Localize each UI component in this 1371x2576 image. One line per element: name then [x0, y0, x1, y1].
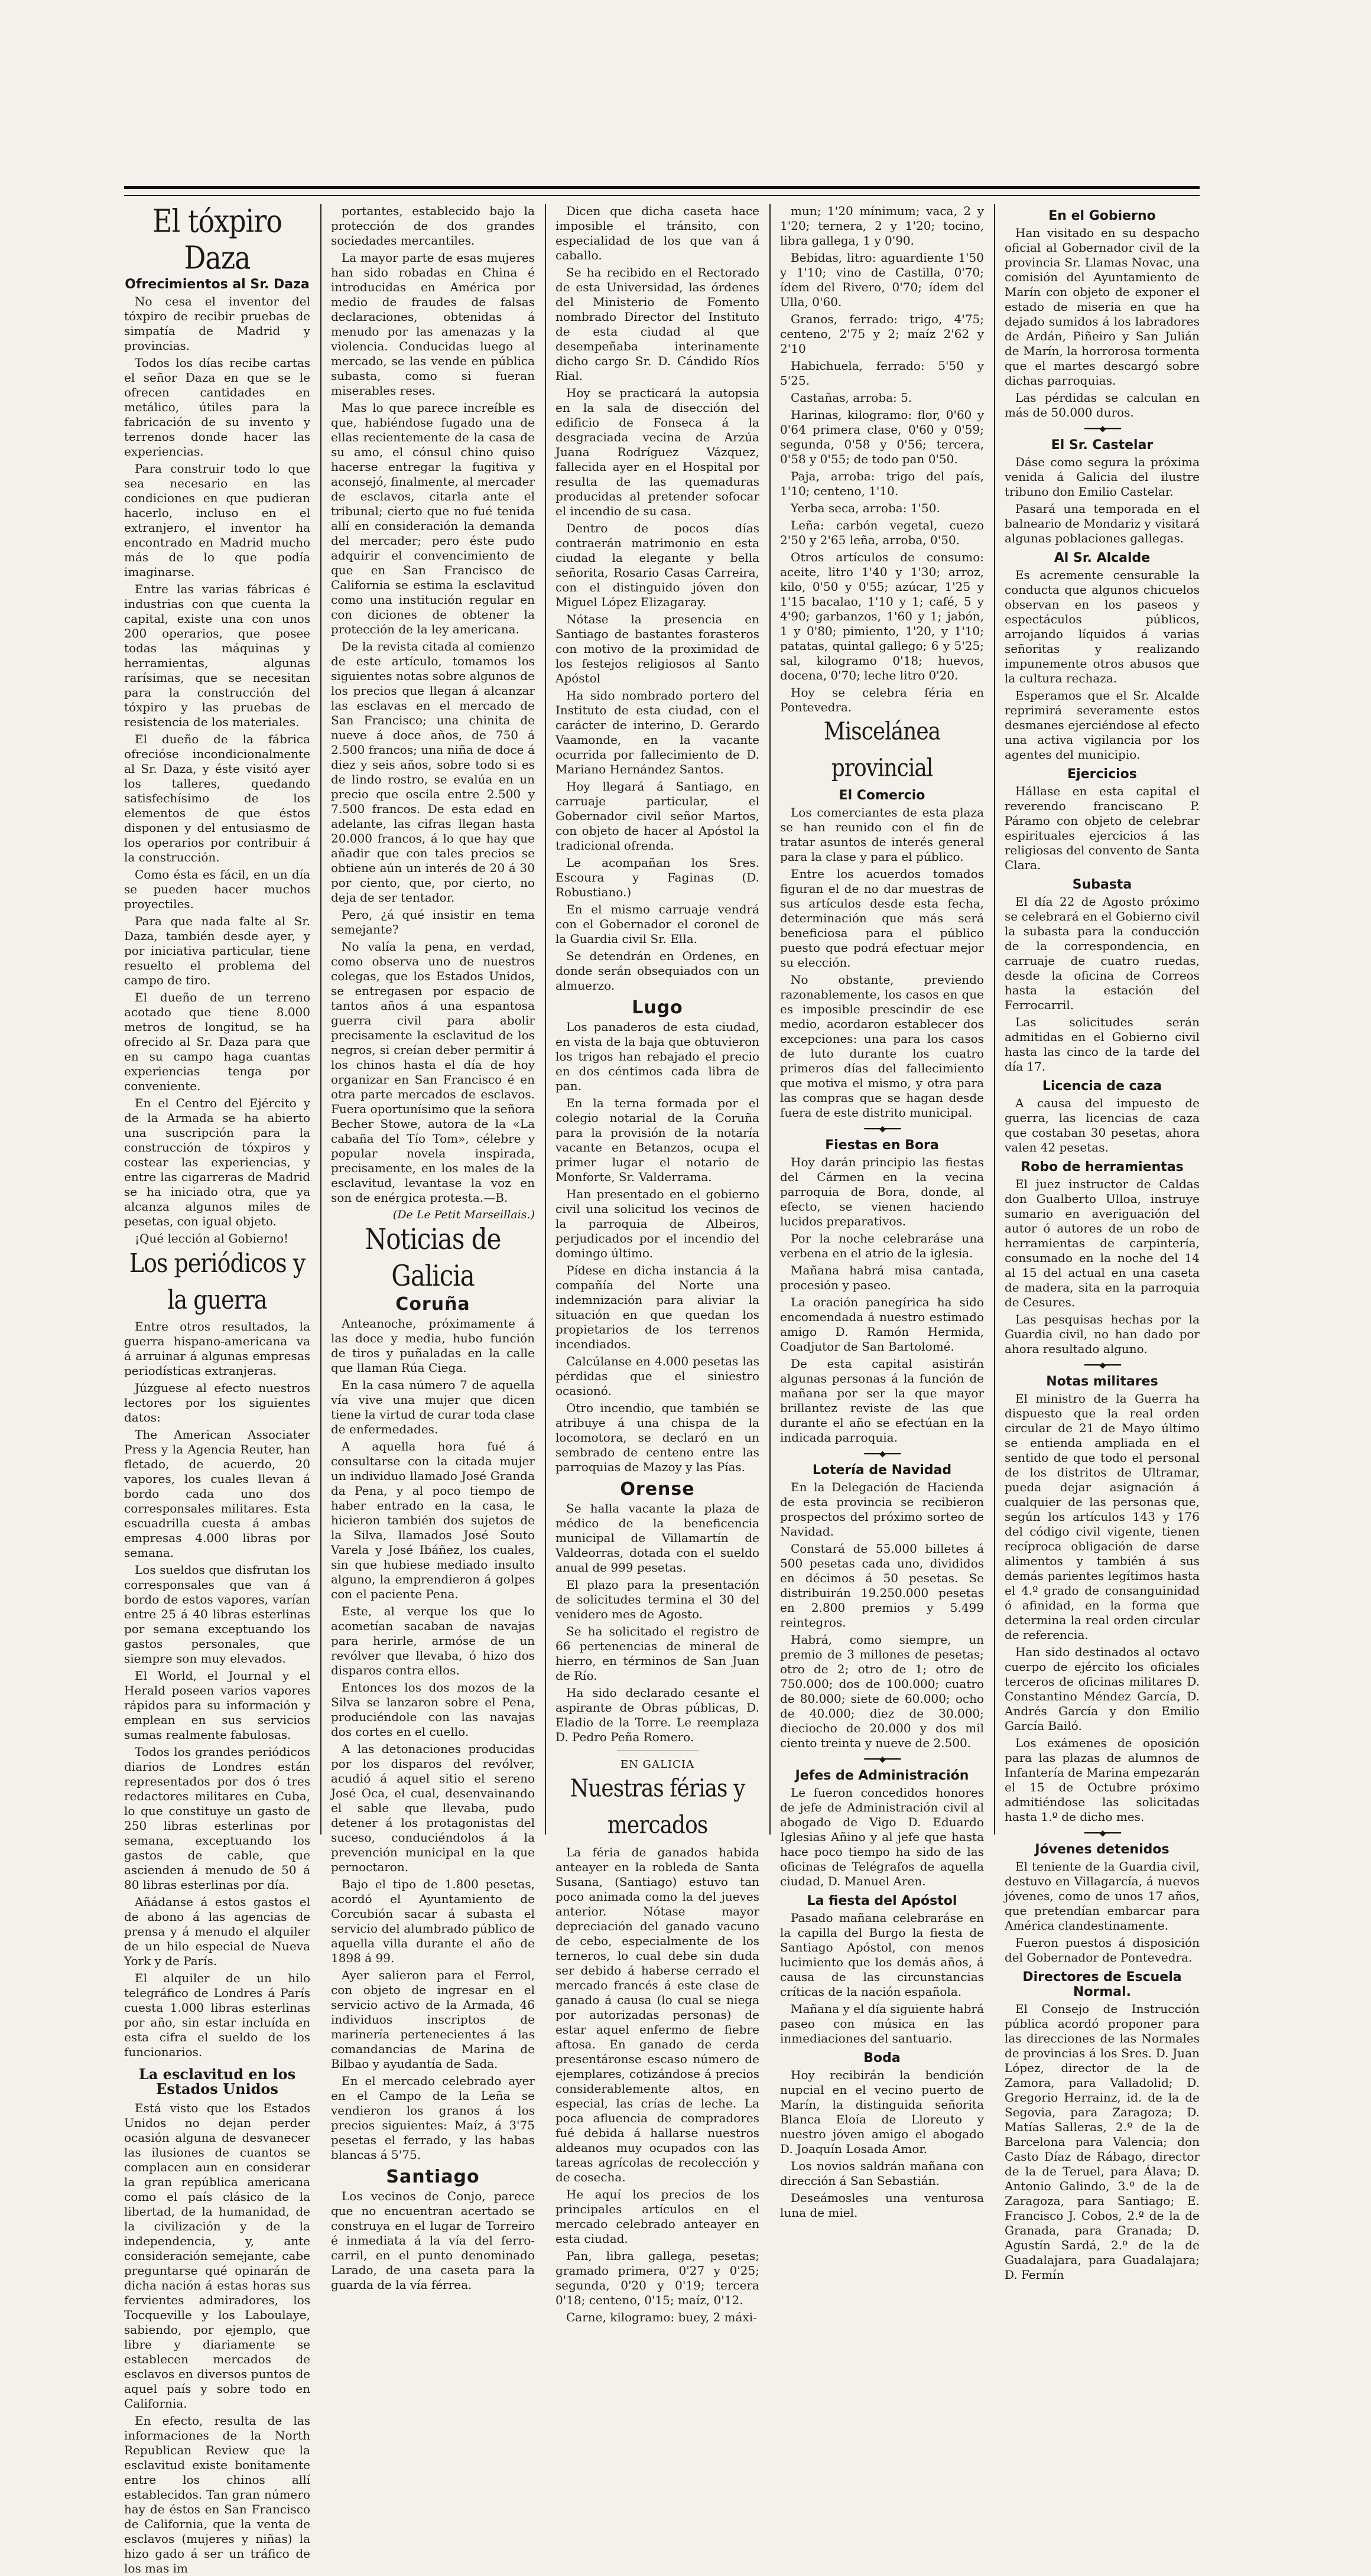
subhead-boda: Boda	[863, 2051, 901, 2066]
paragraph: Nótase la presencia en Santiago de bastantes forasteros con motivo de la proximidad de los festejos religiosos al Santo Apóstol	[555, 612, 759, 685]
paragraph: Todos los grandes periódicos diarios de Londres están representados por dos ó tres redactores militares en Cuba, lo que constituye un gasto de 250 libras esterlinas por semana, exceptuando los gastos de cable, que ascienden á menudo de 50 á 80 libras esterlinas por día.	[124, 1745, 310, 1892]
paragraph: Esperamos que el Sr. Alcalde reprimirá severamente estos desmanes ejerciéndose al efecto una activa vigilancia por los agentes del municipio.	[1005, 688, 1200, 762]
subhead-notas-militares: Notas militares	[1046, 1374, 1158, 1389]
paragraph: En el mismo carruaje vendrá con el Gobernador el coronel de la Guardia civil Sr. Ella.	[555, 902, 759, 946]
ornament-divider: ━━━━◆━━━━	[1084, 1829, 1120, 1838]
subhead-bora: Fiestas en Bora	[825, 1138, 939, 1153]
paragraph: ¡Qué lección al Gobierno!	[135, 1231, 289, 1245]
paragraph: The American Associater Press y la Agencia Reuter, han fletado, de acuerdo, 20 vapores, los cuales llevan á bordo cada uno dos corresponsales militares. Esta escuadrilla cuesta á ambas empresas 4.000 libras por semana.	[124, 1427, 310, 1560]
paragraph: Le fueron concedidos honores de jefe de Administración civil al abogado de Vigo D. Eduardo Iglesias Añino y al jefe que hasta hace poco tiempo ha sido de las oficinas de Telégrafos de aquella ciudad, D. Manuel Aren.	[780, 1785, 984, 1888]
paragraph: Yerba seca, arroba: 1'50.	[791, 501, 940, 515]
paragraph: Hállase en esta capital el reverendo franciscano P. Páramo con objeto de celebrar espirituales ejercicios á las religiosas del convento de Santa Clara.	[1005, 784, 1200, 872]
subhead-apostol: La fiesta del Apóstol	[807, 1894, 957, 1908]
paragraph: De la revista citada al comienzo de este artículo, tomamos los siguientes notas sobre algunos de los precios que llegan á alcanzar las esclavas en el mercado de San Francisco; una chinita de nueve á doce años, de 750 á 2.500 francos; una niña de doce á diez y seis años, sobre todo si es de lindo rostro, se evalúa en un precio que oscila entre 2.500 y 7.500 francos. De esta edad en adelante, las cifras llegan hasta 20.000 francos, á lo que hay que añadir que con tales precios se obtiene aún un interés de 20 á 30 por ciento, que, por cierto, no deja de ser tentador.	[331, 639, 535, 905]
column-1	[124, 202, 310, 2575]
paragraph: La féria de ganados habida anteayer en la robleda de Santa Susana, (Santiago) estuvo tan poco animada como la del jueves anterior. Nótase mayor depreciación del ganado vacuno de cebo, especialmente de los terneros, lo cual debe sin duda ser debido á haberse cerrado el mercado francés á este clase de ganado á causa (lo cual se niega por autorizadas personas) de estar aquel enfermo de fiebre aftosa. En ganado de cerda presentáronse escaso número de ejemplares, cotizándose á precios considerablemente altos, en especial, las crías de leche. La poca afluencia de compradores fué debida á hallarse nuestros aldeanos muy ocupados con las tareas agrícolas de recolección y de cosecha.	[555, 1845, 759, 2184]
paragraph: Se ha recibido en el Rectorado de esta Universidad, las órdenes del Ministerio de Fomento nombrado Director del Instituto de esta ciudad al que desempeñaba interinamente dicho cargo Sr. D. Cándido Ríos Rial.	[555, 265, 759, 383]
paragraph: Granos, ferrado: trigo, 4'75; centeno, 2'75 y 2; maíz 2'62 y 2'10	[780, 312, 984, 356]
paragraph: Los exámenes de oposición para las plazas de alumnos de Infantería de Marina empezarán el 15 de Octubre próximo admitiéndose las solicitadas hasta 1.º de dicho mes.	[1005, 1736, 1200, 1824]
subhead-licencia: Licencia de caza	[1042, 1079, 1162, 1094]
paragraph: Castañas, arroba: 5.	[791, 391, 912, 405]
column-divider	[769, 204, 771, 1835]
paragraph: En la terna formada por el colegio notarial de la Coruña para la provisión de la notaría vacante en Betanzos, ocupa el primer lugar el notario de Monforte, Sr. Valderrama.	[555, 1096, 759, 1184]
paragraph: Dentro de pocos días contraerán matrimonio en esta ciudad la elegante y bella señorita, Rosario Casas Carreira, con el distinguido jóven don Miguel López Elizagaray.	[555, 521, 759, 609]
paragraph: Paja, arroba: trigo del país, 1'10; centeno, 1'10.	[780, 469, 984, 498]
paragraph: El ministro de la Guerra ha dispuesto que la real orden circular de 21 de Mayo último se entienda ampliada en el sentido de que todo el personal de los distritos de Ultramar, pueda dejar asignación á cualquier de las personas que, según los artículos 143 y 176 del código civil vigente, tienen recíproca obligación de darse alimentos y también á sus demás parientes legítimos hasta el 4.º grado de consanguinidad ó afinidad, en la forma que determina la real orden circular de referencia.	[1005, 1391, 1200, 1642]
paragraph: Hoy recibirán la bendición nupcial en el vecino puerto de Marín, la distinguida señorita Blanca Eloía de Lloreuto y nuestro jóven amigo el abogado D. Joaquín Losada Amor.	[780, 2068, 984, 2156]
headline-miscelanea: Miscelánea provincial	[823, 717, 941, 783]
paragraph: Pídese en dicha instancia á la compañía del Norte una indemnización para aliviar la situación en que quedan los propietarios de los terrenos incendiados.	[555, 1263, 759, 1351]
paragraph: No obstante, previendo razonablemente, los casos en que es imposible prescindir de ese medio, acordaron establecer dos excepciones: una para los casos de luto durante los cuatro primeros días del fallecimiento que motiva el mismo, y otra para las compras que se hagan desde fuera de este distrito municipal.	[780, 972, 984, 1120]
paragraph: Todos los días recibe cartas el señor Daza en que se le ofrecen cantidades en metálico, útiles para la fabricación de su invento y terrenos donde hacer las experiencias.	[124, 356, 310, 458]
paragraph: Se halla vacante la plaza de médico de la beneficencia municipal de Villamartín de Valdeorras, dotada con el sueldo anual de 999 pesetas.	[555, 1501, 759, 1575]
paragraph: Otro incendio, que también se atribuye á una chispa de la locomotora, se declaró en un sembrado de centeno entre las parroquias de Mazoy y las Pías.	[555, 1401, 759, 1474]
paragraph: El teniente de la Guardia civil, destuvo en Villagarcía, á nuevos jóvenes, como de unos 17 años, que pretendían embarcar para América clandestinamente.	[1005, 1859, 1200, 1933]
paragraph: Han presentado en el gobierno civil una solicitud los vecinos de la parroquia de Albeiros, perjudicados por el incendio del domingo último.	[555, 1187, 759, 1260]
paragraph: En la casa número 7 de aquella vía vive una mujer que dicen tiene la virtud de curar toda clase de enfermedades.	[331, 1378, 535, 1436]
section-santiago: Santiago	[386, 2167, 480, 2187]
paragraph: El dueño de un terreno acotado que tiene 8.000 metros de longitud, se ha ofrecido al Sr. Daza para que en su campo haga cuantas experiencias tenga por conveniente.	[124, 990, 310, 1093]
paragraph: Los novios saldrán mañana con dirección á San Sebastián.	[780, 2159, 984, 2188]
top-rule	[124, 186, 1200, 196]
column-divider	[545, 204, 546, 1835]
headline-ferias: Nuestras férias y mercados	[570, 1774, 745, 1840]
paragraph: Las pesquisas hechas por la Guardia civil, no han dado por ahora resultado alguno.	[1005, 1312, 1200, 1356]
paragraph: En la Delegación de Hacienda de esta provincia se recibieron prospectos del próximo sorteo de Navidad.	[780, 1480, 984, 1539]
paragraph: Es acremente censurable la conducta que algunos chicuelos observan en los paseos y espectáculos públicos, arrojando líquidos á varias señoritas y realizando impunemente otros abusos que la cultura rechaza.	[1005, 568, 1200, 685]
subhead-ejercicios: Ejercicios	[1067, 767, 1137, 782]
paragraph: Pasado mañana celebraráse en la capilla del Burgo la fiesta de Santiago Apóstol, con menos lucimiento que los demás años, á causa de las circunstancias críticas de la nación española.	[780, 1911, 984, 1999]
subhead-jovenes: Jóvenes detenidos	[1035, 1842, 1169, 1857]
paragraph: Los panaderos de esta ciudad, en vista de la baja que obtuvieron los trigos han rebajado el precio en dos céntimos cada libra de pan.	[555, 1020, 759, 1093]
paragraph: Mañana habrá misa cantada, procesión y paseo.	[780, 1263, 984, 1292]
paragraph: Entonces los dos mozos de la Silva se lanzaron sobre el Pena, produciéndole con las navajas dos cortes en el cuello.	[331, 1680, 535, 1739]
subhead-robo: Robo de herramientas	[1021, 1160, 1184, 1175]
paragraph: No cesa el inventor del tóxpiro de recibir pruebas de simpatía de Madrid y provincias.	[124, 294, 310, 353]
subhead-castelar: El Sr. Castelar	[1051, 438, 1154, 453]
paragraph: portantes, establecido bajo la protección de dos grandes sociedades mercantiles.	[331, 204, 535, 248]
paragraph: Entre los acuerdos tomados figuran el de no dar muestras de sus artículos desde esta fecha, determinación que más será beneficiosa para el público puesto que podrá efectuar mejor su elección.	[780, 867, 984, 970]
paragraph: Mañana y el día siguiente habrá paseo con música en las inmediaciones del santuario.	[780, 2002, 984, 2045]
subhead-ofrecimientos: Ofrecimientos al Sr. Daza	[125, 277, 310, 292]
headline-noticias-galicia: Noticias de Galicia	[365, 1222, 501, 1293]
paragraph: Han sido destinados al octavo cuerpo de ejército los oficiales terceros de oficinas militares D. Constantino Méndez García, D. Andrés García y don Emilio García Bailó.	[1005, 1645, 1200, 1733]
headline-periodicos: Los periódicos y la guerra	[129, 1248, 306, 1315]
headline-toxpiro: El tóxpiro Daza	[152, 202, 282, 277]
paragraph: Este, al verque los que lo acometían sacaban de navajas para herirle, armóse de un revólver que llevaba, ó hizo dos disparos contra ellos.	[331, 1604, 535, 1677]
paragraph: Entre otros resultados, la guerra hispano-americana va á arruinar á algunas empresas periodísticas extranjeras.	[124, 1319, 310, 1378]
subhead-comercio: El Comercio	[839, 788, 925, 803]
paragraph: Los sueldos que disfrutan los corresponsales que van á bordo de estos vapores, varían entre 25 á 40 libras esterlinas por semana exceptuando los gastos personales, que siempre son muy elevados.	[124, 1563, 310, 1666]
paragraph: Dicen que dicha caseta hace imposible el tránsito, con especialidad de los que van á caballo.	[555, 204, 759, 262]
paragraph: Ha sido declarado cesante el aspirante de Obras públicas, D. Eladio de la Torre. Le reemplaza D. Pedro Peña Romero.	[555, 1686, 759, 1744]
source-attribution: (De Le Petit Marseillais.)	[392, 1208, 535, 1221]
paragraph: Han visitado en su despacho oficial al Gobernador civil de la provincia Sr. Llamas Novac, una comisión del Ayuntamiento de Marín con objeto de exponer el estado de miseria en que ha dejado sumidos á los labradores de Ardán, Piñeiro y San Julián de Marín, la horrorosa tormenta que el martes descargó sobre dichas parroquias.	[1005, 226, 1200, 388]
paragraph: Se detendrán en Ordenes, en donde serán obsequiados con un almuerzo.	[555, 949, 759, 993]
paragraph: A aquella hora fué á consultarse con la citada mujer un individuo llamado José Granda da Pena, y al poco tiempo de haber entrado en la casa, le hicieron también dos sujetos de la Silva, llamados José Souto Varela y José Ibáñez, los cuales, sin que hubiese mediado insulto alguno, la emprendieron á golpes con el paciente Pena.	[331, 1439, 535, 1601]
paragraph: Dáse como segura la próxima venida á Galicia del ilustre tribuno don Emilio Castelar.	[1005, 455, 1200, 499]
paragraph: De esta capital asistirán algunas personas á la función de mañana por ser la que mayor brillantez reviste de las que durante el año se efectúan en la indicada parroquia.	[780, 1357, 984, 1445]
paragraph: Otros artículos de consumo: aceite, litro 1'40 y 1'30; arroz, kilo, 0'50 y 0'55; azúcar, 1'25 y 1'15 bacalao, 1'10 y 1; café, 5 y 4'90; garbanzos, 1'60 y 1; jabón, 1 y 0'80; pimiento, 1'20, y 1'10; patatas, quintal gallego; 6 y 5'25; sal, kilogramo 0'18; huevos, docena, 0'70; leche litro 0'20.	[780, 550, 984, 682]
paragraph: Anteanoche, próximamente á las doce y media, hubo función de tiros y puñaladas en la calle que llaman Rúa Ciega.	[331, 1316, 535, 1375]
paragraph: Los comerciantes de esta plaza se han reunido con el fin de tratar asuntos de interés general para la clase y para el público.	[780, 805, 984, 864]
paragraph: Júzguese al efecto nuestros lectores por los siguientes datos:	[124, 1381, 310, 1424]
paragraph: El alquiler de un hilo telegráfico de Londres á París cuesta 1.000 libras esterlinas por año, sin estar incluída en esta cifra el sueldo de los funcionarios.	[124, 1971, 310, 2059]
paragraph: Las solicitudes serán admitidas en el Gobierno civil hasta las cinco de la tarde del día 17.	[1005, 1015, 1200, 1074]
column-3	[555, 204, 759, 2324]
paragraph: Ha sido nombrado portero del Instituto de esta ciudad, con el carácter de interino, D. Gerardo Vaamonde, en la vacante ocurrida por fallecimiento de D. Mariano Hernández Santos.	[555, 688, 759, 776]
paragraph: Añádanse á estos gastos el de abono á las agencias de prensa y á menudo el alquiler de un hilo especial de Nueva York y de París.	[124, 1895, 310, 1968]
paragraph: Mas lo que parece increíble es que, habiéndose fugado una de ellas recientemente de la casa de su amo, el cónsul chino quiso hacerse entregar la fugitiva y aconsejó, finalmente, al mercader de esclavos, citarla ante el tribunal; cierto que no fué tenida allí en consideración la demanda del mercader; pero éste pudo adquirir el convencimiento de que en San Francisco de California se estima la esclavitud como una institución regular en con diciones de obtener la protección de la ley americana.	[331, 401, 535, 636]
headline-esclavitud: La esclavitud en los Estados Unidos	[138, 2066, 296, 2097]
column-divider	[320, 204, 321, 1835]
ornament-divider: ━━━━◆━━━━	[864, 1755, 900, 1764]
paragraph: Está visto que los Estados Unidos no dejan perder ocasión alguna de desvanecer las ilusiones de cuantos se complacen aun en considerar la gran república americana como el país clásico de la libertad, de la humanidad, de la civilización y de la independencia, y, ante consideración semejante, cabe preguntarse qué opinarán de dicha nación á estas horas sus fervientes admiradores, los Tocqueville y los Laboulaye, sabiendo, por ejemplo, que libre y diariamente se establecen mercados de esclavos en diversos puntos de aquel país y sobre todo en California.	[124, 2101, 310, 2411]
paragraph: Se ha solicitado el registro de 66 pertenencias de mineral de hierro, en términos de San Juan de Río.	[555, 1624, 759, 1683]
newspaper-page	[124, 186, 1200, 2575]
paragraph: Constará de 55.000 billetes á 500 pesetas cada uno, divididos en décimos á 50 pesetas. Se distribuirán 19.250.000 pesetas en 2.800 premios y 5.499 reintegros.	[780, 1541, 984, 1629]
paragraph: El World, el Journal y el Herald poseen varios vapores rápidos para su información y emplean en sus servicios sumas realmente fabulosas.	[124, 1668, 310, 1742]
paragraph: Habichuela, ferrado: 5'50 y 5'25.	[780, 359, 984, 388]
subhead-alcalde: Al Sr. Alcalde	[1054, 551, 1151, 565]
paragraph: He aquí los precios de los principales artículos en el mercado celebrado anteayer en esta ciudad.	[555, 2187, 759, 2246]
paragraph: A las detonaciones producidas por los disparos del revólver, acudió á aquel sitio el sereno José Oca, el cual, desenvainando el sable que llevaba, pudo detener á los protagonistas del suceso, conduciéndolos á la prevención municipal en la que pernoctaron.	[331, 1742, 535, 1874]
ornament-divider: ━━━━◆━━━━	[1084, 424, 1120, 434]
paragraph: La mayor parte de esas mujeres han sido robadas en China é introducidas en América por medio de fraudes de falsas declaraciones, obtenidas á menudo por las amenazas y la violencia. Conducidas luego al mercado, se las vende en pública subasta, como si fueran miserables reses.	[331, 251, 535, 398]
paragraph: Entre las varias fábricas é industrias con que cuenta la capital, existe una con unos 200 operarios, que posee todas las máquinas y herramientas, algunas rarísimas, que se necesitan para la construcción del tóxpiro y las pruebas de resistencia de los materiales.	[124, 582, 310, 729]
paragraph: Ayer salieron para el Ferrol, con objeto de ingresar en el servicio activo de la Armada, 46 individuos inscriptos de marinería pertenecientes á las comandancias de Marina de Bilbao y ayudantía de Sada.	[331, 1968, 535, 2071]
paragraph: La oración panegírica ha sido encomendada á nuestro estimado amigo D. Ramón Hermida, Coadjutor de San Bartolomé.	[780, 1295, 984, 1354]
paragraph: El dueño de la fábrica ofrecióse incondicionalmente al Sr. Daza, y éste visitó ayer los talleres, quedando satisfechísimo de los elementos de que éstos disponen y del entusiasmo de los operarios por contribuir á la construcción.	[124, 732, 310, 864]
paragraph: No valía la pena, en verdad, como observa uno de nuestros colegas, que los Estados Unidos, se entregasen por espacio de tantos años á una espantosa guerra civil para abolir precisamente la esclavitud de los negros, si creían deber permitir á los chinos hasta el día de hoy organizar en San Francisco é en otra parte mercados de esclavos. Fuera oportunísimo que la señora Becher Stowe, autora de la «La cabaña del Tío Tom», célebre y popular novela inspirada, precisamente, en los males de la esclavitud, levantase la voz en son de enérgica protesta.—B.	[331, 939, 535, 1205]
column-4	[780, 204, 984, 2220]
paragraph: mun; 1'20 mínimum; vaca, 2 y 1'20; ternera, 2 y 1'20; tocino, libra gallega, 1 y 0'90.	[780, 204, 984, 248]
paragraph: Por la noche celebraráse una verbena en el atrio de la iglesia.	[780, 1231, 984, 1260]
column-5	[1005, 204, 1200, 2282]
paragraph: Hoy se celebra féria en Pontevedra.	[780, 685, 984, 714]
ornament-divider: ━━━━◆━━━━	[864, 1449, 900, 1459]
paragraph: Calcúlanse en 4.000 pesetas las pérdidas que el siniestro ocasionó.	[555, 1354, 759, 1398]
paragraph: Como ésta es fácil, en un día se pueden hacer muchos proyectiles.	[124, 867, 310, 911]
section-orense: Orense	[620, 1479, 695, 1500]
section-lugo: Lugo	[632, 997, 683, 1018]
paragraph: Los vecinos de Conjo, parece que no encuentran acertado se construya en el lugar de Torreiro é inmediata á la vía del ferro-carril, en el punto denominado Larado, de una caseta para la guarda de la vía férrea.	[331, 2189, 535, 2292]
paragraph: Pero, ¿á qué insistir en tema semejante?	[331, 908, 535, 936]
paragraph: Habrá, como siempre, un premio de 3 millones de pesetas; otro de 2; otro de 1; otro de 750.000; dos de 100.000; cuatro de 80.000; siete de 60.000; ocho de 40.000; diez de 30.000; dieciocho de 20.000 y dos mil ciento treinta y nueve de 2.500.	[780, 1632, 984, 1750]
paragraph: Para que nada falte al Sr. Daza, también desde ayer, y por iniciativa particular, tiene resuelto el problema del campo de tiro.	[124, 914, 310, 987]
paragraph: En el Centro del Ejército y de la Armada se ha abierto una suscripción para la construcción de tóxpiros y costear las experiencias, y entre las cigarreras de Madrid se ha iniciado otra, que ya alcanza algunos miles de pesetas, con igual objeto.	[124, 1096, 310, 1228]
subhead-loteria: Lotería de Navidad	[812, 1463, 952, 1478]
paragraph: Fueron puestos á disposición del Gobernador de Pontevedra.	[1005, 1936, 1200, 1964]
subhead-jefes: Jefes de Administración	[795, 1768, 969, 1783]
column-divider	[994, 204, 995, 1835]
paragraph: Pasará una temporada en el balneario de Mondariz y visitará algunas poblaciones gallegas.	[1005, 502, 1200, 545]
paragraph: El Consejo de Instrucción pública acordó proponer para las direcciones de las Normales de provincias á los Sres. D. Juan López, director de la de Zamora, para Valladolid; D. Gregorio Herrainz, id. de la de Segovia, para Zaragoza; D. Matías Salleras, 2.º de la de Barcelona para Valencia; don Casto Díaz de Rábago, director de la de Teruel, para Álava; D. Antonio Galindo, 3.º de la de Zaragoza, para Santiago; E. Francisco J. Cobos, 2.º de la de Granada, para Granada; D. Agustín Sardá, 2.º de la de Guadalajara, para Guadalajara; D. Fermín	[1005, 2002, 1200, 2282]
subhead-directores: Directores de Escuela Normal.	[1022, 1970, 1182, 1999]
paragraph: El plazo para la presentación de solicitudes termina el 30 del venidero mes de Agosto.	[555, 1578, 759, 1621]
paragraph: Pan, libra gallega, pesetas; gramado primera, 0'27 y 0'25; segunda, 0'20 y 0'19; tercera 0'18; centeno, 0'15; maíz, 0'12.	[555, 2249, 759, 2307]
paragraph: Deseámosles una venturosa luna de miel.	[780, 2191, 984, 2220]
paragraph: En efecto, resulta de las informaciones de la North Republican Review que la esclavitud existe bonitamente entre los chinos allí establecidos. Tan gran número hay de éstos en San Francisco de California, que la venta de esclavos (mujeres y niñas) la hizo gado á ser un tráfico de los mas im	[124, 2414, 310, 2575]
paragraph: Para construir todo lo que sea necesario en las condiciones en que pudieran hacerlo, incluso en el extranjero, el inventor ha encontrado en Madrid mucho más de lo que podía imaginarse.	[124, 461, 310, 579]
paragraph: Bajo el tipo de 1.800 pesetas, acordó el Ayuntamiento de Corcubión sacar á subasta el servicio del alumbrado público de aquella villa durante el año de 1898 á 99.	[331, 1877, 535, 1965]
paragraph: El día 22 de Agosto próximo se celebrará en el Gobierno civil la subasta para la conducción de la correspondencia, en carruaje de cuatro ruedas, desde la oficina de Correos hasta la estación del Ferrocarril.	[1005, 895, 1200, 1012]
paragraph: Leña: carbón vegetal, cuezo 2'50 y 2'65 leña, arroba, 0'50.	[780, 518, 984, 547]
paragraph: Le acompañan los Sres. Escoura y Faginas (D. Robustiano.)	[555, 856, 759, 899]
subhead-subasta: Subasta	[1072, 877, 1132, 892]
paragraph: Hoy se practicará la autopsia en la sala de disección del edificio de Fonseca á la desgraciada vecina de Arzúa Juana Rodríguez Vázquez, fallecida ayer en el Hospital por resulta de las quemaduras producidas al pretender sofocar el incendio de su casa.	[555, 386, 759, 518]
paragraph: En el mercado celebrado ayer en el Campo de la Leña se vendieron los granos á los precios siguientes: Maíz, á 3'75 pesetas el ferrado, y las habas blancas á 5'75.	[331, 2074, 535, 2162]
paragraph: Harinas, kilogramo: flor, 0'60 y 0'64 primera clase, 0'60 y 0'59; segunda, 0'58 y 0'56; tercera, 0'58 y 0'55; de todo pan 0'50.	[780, 408, 984, 466]
section-coruna: Coruña	[395, 1294, 470, 1315]
subhead-gobierno: En el Gobierno	[1048, 209, 1156, 223]
paragraph: A causa del impuesto de guerra, las licencias de caza que costaban 30 pesetas, ahora valen 42 pesetas.	[1005, 1096, 1200, 1154]
paragraph: El juez instructor de Caldas don Gualberto Ulloa, instruye sumario en averiguación del autor ó autores de un robo de herramientas de carpintería, consumado en la noche del 14 al 15 del actual en una caseta de madera, sita en la parroquia de Cesures.	[1005, 1177, 1200, 1309]
ornament-divider: ━━━━◆━━━━	[1084, 1361, 1120, 1370]
paragraph: Hoy darán principio las fiestas del Cármen en la vecina parroquia de Bora, donde, al efecto, se vienen haciendo lucidos preparativos.	[780, 1155, 984, 1228]
paragraph: Hoy llegará á Santiago, en carruaje particular, el Gobernador civil señor Martos, con objeto de hacer al Apóstol la tradicional ofrenda.	[555, 779, 759, 853]
kicker-en-galicia: EN GALICIA	[620, 1758, 694, 1771]
column-2	[331, 204, 535, 2292]
paragraph: Bebidas, litro: aguardiente 1'50 y 1'10; vino de Castilla, 0'70; ídem del Rivero, 0'70; ídem del Ulla, 0'60.	[780, 251, 984, 309]
paragraph: Carne, kilogramo: buey, 2 máxi-	[566, 2310, 757, 2324]
paragraph: Las pérdidas se calculan en más de 50.000 duros.	[1005, 391, 1200, 419]
ornament-divider: ━━━━◆━━━━	[864, 1124, 900, 1134]
